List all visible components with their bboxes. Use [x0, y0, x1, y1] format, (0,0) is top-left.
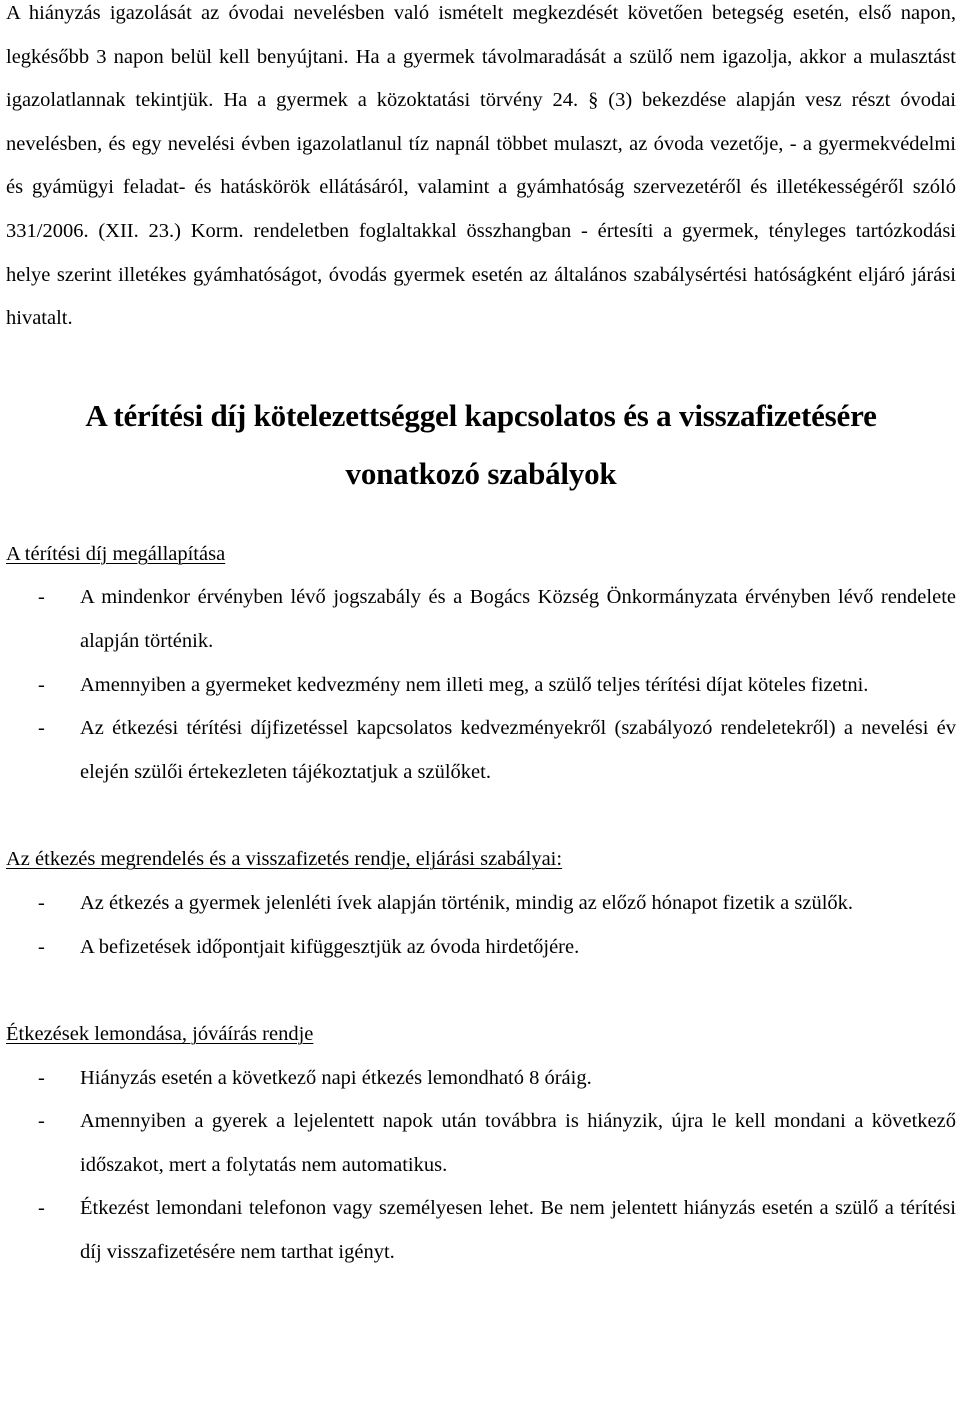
document-page	[6, 0, 956, 1275]
list-item-text: Hiányzás esetén a következő napi étkezés lemondható 8 óráig.	[80, 1066, 592, 1089]
list-item	[6, 1057, 956, 1101]
list-item-text: A mindenkor érvényben lévő jogszabály és a Bogács Község Önkormányzata érvényben lévő rendelete alapján történik.	[80, 586, 956, 652]
intro-paragraph: A hiányzás igazolását az óvodai nevelésben való ismételt megkezdését követően betegség esetén, első napon, legkésőbb 3 napon belül kell benyújtani. Ha a gyermek távolmaradását a szülő nem igazolja, akkor a mulasztást igazolatlannak tekintjük. Ha a gyermek a közoktatási törvény 24. § (3) bekezdése alapján vesz részt óvodai nevelésben, és egy nevelési évben igazolatlanul tíz napnál többet mulaszt, az óvoda vezetője, - a gyermekvédelmi és gyámügyi feladat- és hatáskörök ellátásáról, valamint a gyámhatóság szervezetéről és illetékességéről szóló 331/2006. (XII. 23.) Korm. rendeletben foglaltakkal összhangban - értesíti a gyermek, tényleges tartózkodási helye szerint illetékes gyámhatóságot, óvodás gyermek esetén az általános szabálysértési hatóságként eljáró járási hivatalt.	[6, 2, 956, 330]
dash-marker: -	[38, 717, 45, 740]
list-item	[6, 1100, 956, 1187]
list-item-text: A befizetések időpontjait kifüggesztjük az óvoda hirdetőjére.	[80, 935, 580, 958]
title-line-2: vonatkozó szabályok	[345, 455, 617, 491]
document-title	[6, 387, 956, 503]
dash-marker: -	[38, 1066, 45, 1089]
list-item	[6, 576, 956, 663]
list-item-text: Az étkezési térítési díjfizetéssel kapcsolatos kedvezményekről (szabályozó rendeletekről) a nevelési év elején szülői értekezleten tájékoztatjuk a szülőket.	[80, 717, 956, 783]
list-item	[6, 1187, 956, 1274]
dash-marker: -	[38, 935, 45, 958]
bullet-list	[6, 1057, 956, 1275]
title-line-1: A térítési díj kötelezettséggel kapcsolatos és a visszafizetésére	[85, 397, 877, 433]
section-heading: A térítési díj megállapítása	[6, 542, 226, 565]
dash-marker: -	[38, 891, 45, 914]
bullet-list	[6, 882, 956, 969]
list-item	[6, 664, 956, 708]
section-ordering-refund	[6, 838, 956, 969]
list-item	[6, 882, 956, 926]
list-item	[6, 926, 956, 970]
dash-marker: -	[38, 586, 45, 609]
section-fee-determination	[6, 533, 956, 795]
section-heading: Étkezések lemondása, jóváírás rendje	[6, 1023, 314, 1046]
dash-marker: -	[38, 1110, 45, 1133]
section-cancellation	[6, 1013, 956, 1275]
list-item-text: Amennyiben a gyermeket kedvezmény nem illeti meg, a szülő teljes térítési díjat köteles fizetni.	[80, 673, 869, 696]
list-item-text: Amennyiben a gyerek a lejelentett napok után továbbra is hiányzik, újra le kell mondani a következő időszakot, mert a folytatás nem automatikus.	[80, 1110, 956, 1176]
list-item-text: Étkezést lemondani telefonon vagy személyesen lehet. Be nem jelentett hiányzás esetén a szülő a térítési díj visszafizetésére nem tarthat igényt.	[80, 1197, 956, 1264]
dash-marker: -	[38, 673, 45, 696]
list-item	[6, 707, 956, 794]
bullet-list	[6, 576, 956, 794]
dash-marker: -	[38, 1197, 45, 1220]
list-item-text: Az étkezés a gyermek jelenléti ívek alapján történik, mindig az előző hónapot fizetik a szülők.	[80, 891, 854, 914]
section-heading: Az étkezés megrendelés és a visszafizetés rendje, eljárási szabályai:	[6, 848, 563, 871]
